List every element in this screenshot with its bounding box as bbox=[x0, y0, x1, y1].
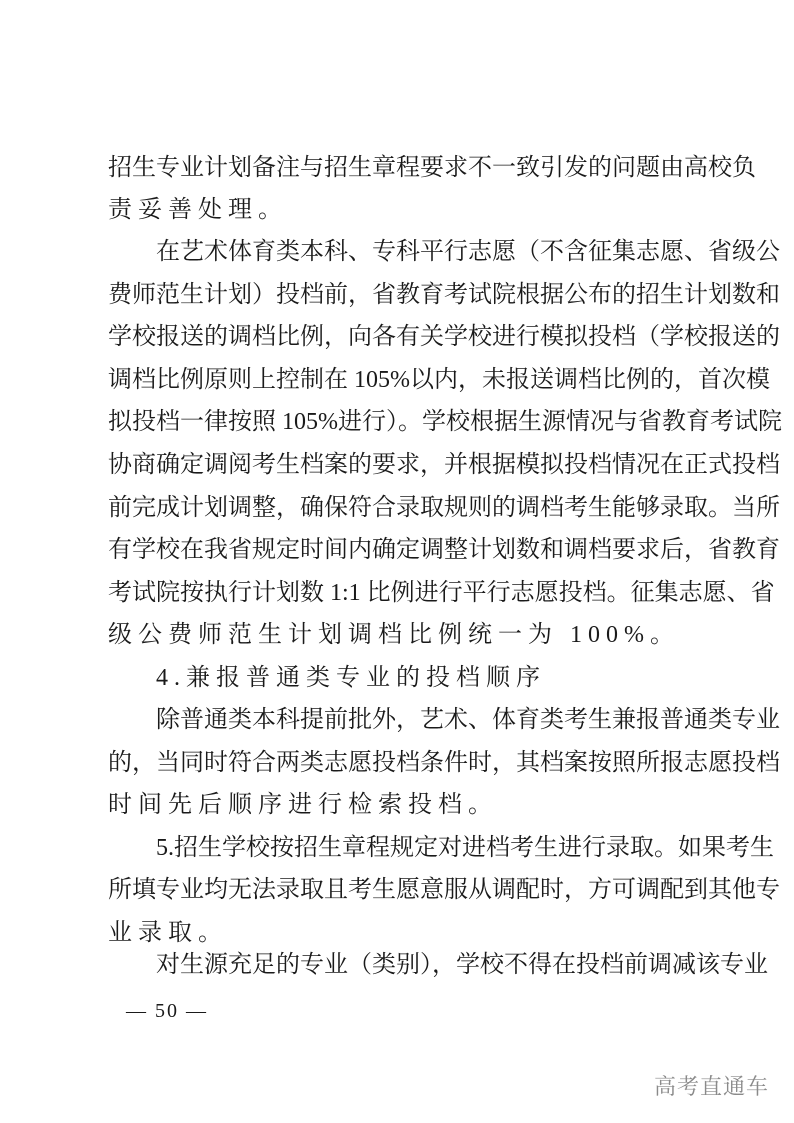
text-line: 有学校在我省规定时间内确定调整计划数和调档要求后，省教育 bbox=[108, 537, 780, 563]
text-line: 所填专业均无法录取且考生愿意服从调配时，方可调配到其他专 bbox=[108, 877, 780, 903]
text-line: 学校报送的调档比例，向各有关学校进行模拟投档（学校报送的 bbox=[108, 324, 780, 350]
watermark: 高考直通车 bbox=[654, 1075, 770, 1100]
text-line: 级公费师范生计划调档比例统一为 100%。 bbox=[108, 622, 680, 648]
text-line: 5.招生学校按招生章程规定对进档考生进行录取。如果考生 bbox=[156, 835, 774, 861]
text-line: 业录取。 bbox=[108, 920, 228, 946]
text-line: 4.兼报普通类专业的投档顺序 bbox=[156, 665, 546, 691]
text-line: 前完成计划调整，确保符合录取规则的调档考生能够录取。当所 bbox=[108, 495, 780, 521]
text-line: 调档比例原则上控制在 105%以内，未报送调档比例的，首次模 bbox=[108, 367, 770, 393]
text-line: 协商确定调阅考生档案的要求，并根据模拟投档情况在正式投档 bbox=[108, 452, 780, 478]
text-line: 对生源充足的专业（类别），学校不得在投档前调减该专业 bbox=[156, 952, 768, 978]
page-number: — 50 — bbox=[126, 1000, 208, 1022]
text-line: 拟投档一律按照 105%进行）。学校根据生源情况与省教育考试院 bbox=[108, 409, 782, 435]
text-line: 除普通类本科提前批外，艺术、体育类考生兼报普通类专业 bbox=[156, 707, 780, 733]
text-line: 的，当同时符合两类志愿投档条件时，其档案按照所报志愿投档 bbox=[108, 750, 780, 776]
text-line: 考试院按执行计划数 1:1 比例进行平行志愿投档。征集志愿、省 bbox=[108, 580, 775, 606]
text-line: 费师范生计划）投档前，省教育考试院根据公布的招生计划数和 bbox=[108, 282, 780, 308]
text-line: 责妥善处理。 bbox=[108, 197, 288, 223]
text-line: 在艺术体育类本科、专科平行志愿（不含征集志愿、省级公 bbox=[156, 239, 780, 265]
text-line: 时间先后顺序进行检索投档。 bbox=[108, 792, 498, 818]
text-line: 招生专业计划备注与招生章程要求不一致引发的问题由高校负 bbox=[108, 155, 756, 181]
